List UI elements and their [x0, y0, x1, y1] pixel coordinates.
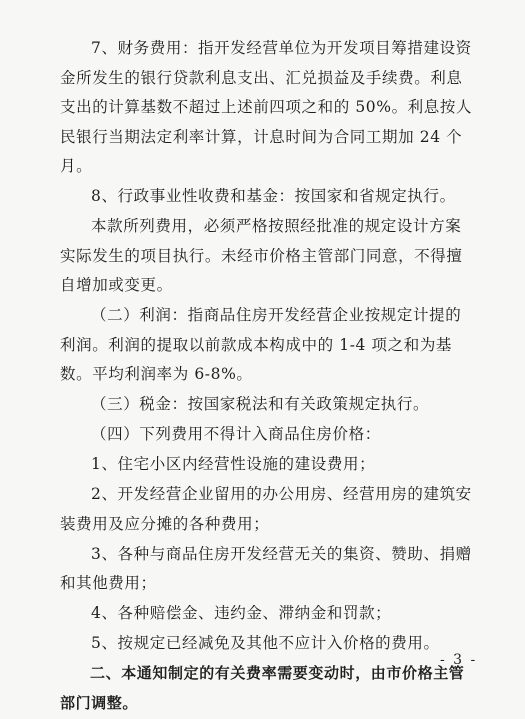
paragraph-profit: （二）利润：指商品住房开发经营企业按规定计提的利润。利润的提取以前款成本构成中的 1-4 项之和为基数。平均利润率为 6-8%。	[60, 306, 462, 383]
list-item-3: 3、各种与商品住房开发经营无关的集资、赞助、捐赠和其他费用；	[60, 544, 472, 592]
list-item-2: 2、开发经营企业留用的办公用房、经营用房的建筑安装费用及应分摊的各种费用；	[60, 485, 472, 533]
paragraph-excluded-costs-heading: （四）下列费用不得计入商品住房价格：	[91, 425, 381, 443]
section-two-heading: 二、本通知制定的有关费率需要变动时，由市价格主管部门调整。	[60, 664, 465, 712]
page-number: - 3 -	[440, 652, 478, 668]
paragraph-financial-cost: 7、财务费用：指开发经营单位为开发项目筹措建设资金所发生的银行贷款利息支出、汇兑损益及手续费。利息支出的计算基数不超过上述前四项之和的 50%。利息按人民银行当期法定利率计算，计息时间为合同工期加 24 个月。	[60, 39, 473, 175]
list-item-1: 1、住宅小区内经营性设施的建设费用；	[91, 455, 376, 473]
paragraph-cost-execution: 本款所列费用，必须严格按照经批准的规定设计方案实际发生的项目执行。未经市价格主管部门同意，不得擅自增加或变更。	[60, 217, 463, 294]
body-text	[60, 34, 478, 719]
paragraph-admin-fees: 8、行政事业性收费和基金：按国家和省规定执行。	[91, 187, 456, 205]
list-item-4: 4、各种赔偿金、违约金、滞纳金和罚款；	[91, 604, 392, 622]
paragraph-tax: （三）税金：按国家税法和有关政策规定执行。	[91, 395, 430, 413]
list-item-5: 5、按规定已经减免及其他不应计入价格的费用。	[91, 634, 440, 652]
